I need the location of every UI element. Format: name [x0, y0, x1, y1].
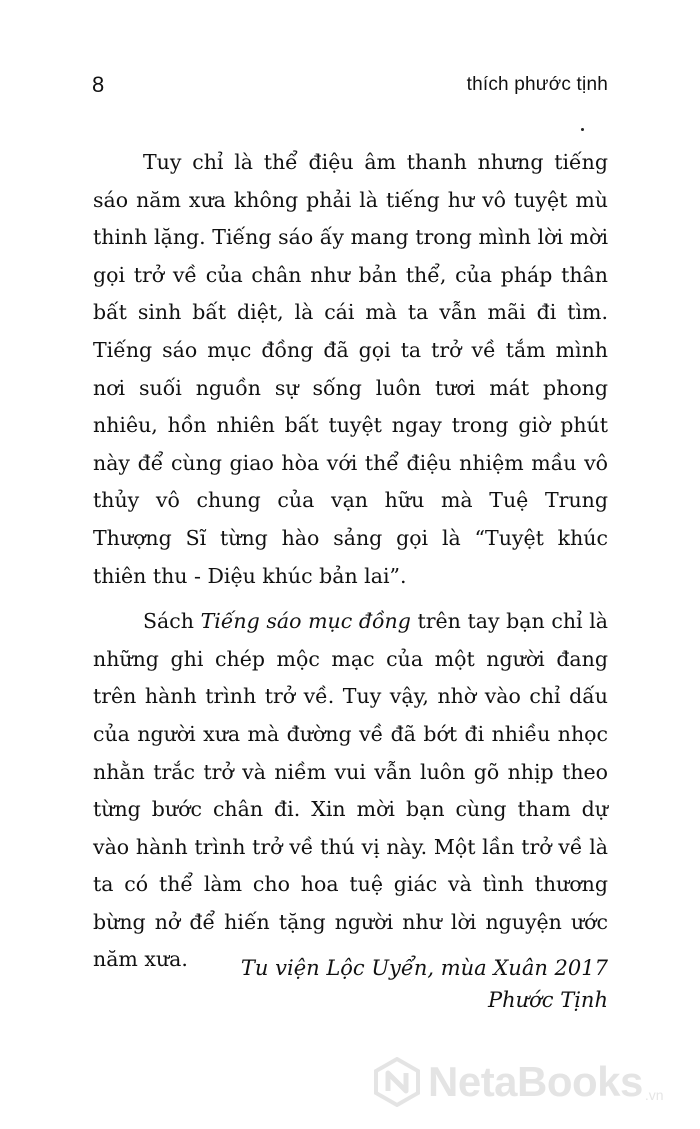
paragraph-2-lead: Sách	[143, 609, 201, 634]
page-header	[92, 72, 608, 102]
watermark-brand: NetaBooks	[428, 1058, 643, 1105]
watermark-suffix: .vn	[644, 1087, 664, 1103]
paragraph-2	[93, 603, 608, 979]
body-text	[93, 144, 608, 979]
signature-author: Phước Tịnh	[487, 988, 608, 1012]
running-title: thích phước tịnh	[466, 74, 608, 95]
watermark	[372, 1047, 664, 1117]
page-number: 8	[92, 72, 105, 97]
book-title-italic: Tiếng sáo mục đồng	[200, 609, 411, 634]
print-speck	[581, 128, 584, 131]
signature-place-date: Tu viện Lộc Uyển, mùa Xuân 2017	[240, 956, 608, 980]
netabooks-logo-icon	[372, 1057, 422, 1107]
signature-block	[241, 952, 608, 1016]
paragraph-2-rest: trên tay bạn chỉ là những ghi chép mộc mạc của một người đang trên hành trình trở về. Tuy vậy, nhờ vào chỉ dấu của người xưa mà đường về đã bớt đi nhiều nhọc nhằn trắc trở và niềm vui vẫn luôn gõ nhịp theo từng bước chân đi. Xin mời bạn cùng tham dự vào hành trình trở về thú vị này. Một lần trở về là ta có thể làm cho hoa tuệ giác và tình thương bừng nở để hiến tặng người như lời nguyện ước năm xưa.	[93, 609, 609, 972]
paragraph-1: Tuy chỉ là thể điệu âm thanh nhưng tiếng sáo năm xưa không phải là tiếng hư vô tuyệt mù thinh lặng. Tiếng sáo ấy mang trong mình lời mời gọi trở về của chân như bản thể, của pháp thân bất sinh bất diệt, là cái mà ta vẫn mãi đi tìm. Tiếng sáo mục đồng đã gọi ta trở về tắm mình nơi suối nguồn sự sống luôn tươi mát phong nhiêu, hồn nhiên bất tuyệt ngay trong giờ phút này để cùng giao hòa với thể điệu nhiệm mầu vô thủy vô chung của vạn hữu mà Tuệ Trung Thượng Sĩ từng hào sảng gọi là “Tuyệt khúc thiên thu - Diệu khúc bản lai”.	[93, 150, 608, 588]
